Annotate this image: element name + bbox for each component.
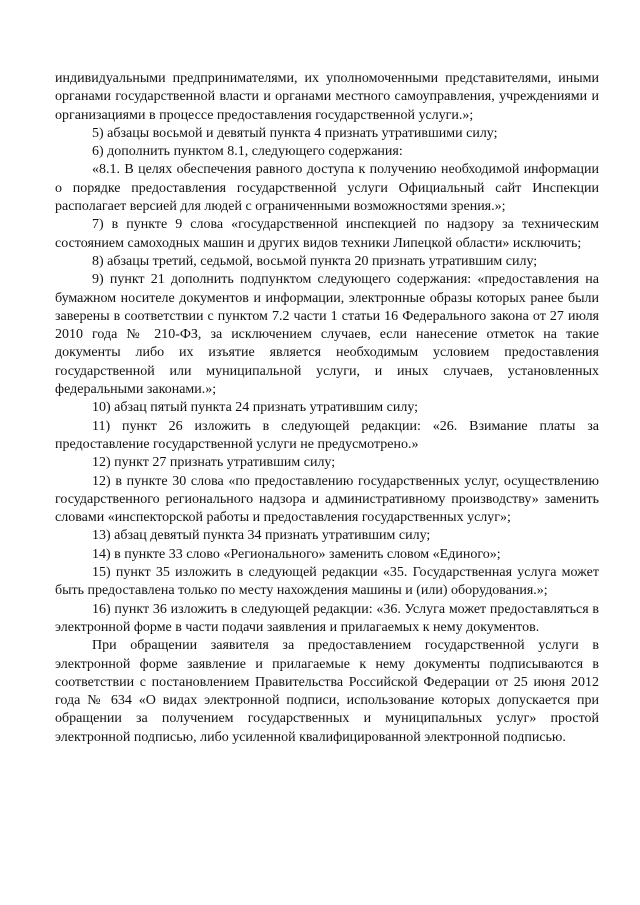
paragraph-item-14: 14) в пункте 33 слово «Регионального» заменить словом «Единого»;	[92, 546, 501, 562]
document-page	[55, 70, 599, 747]
paragraph-item-16: 16) пункт 36 изложить в следующей редакции: «36. Услуга может предоставляться в электронной форме в части подачи заявления и прилагаемых к нему документов.	[55, 601, 599, 635]
paragraph-item-5: 5) абзацы восьмой и девятый пункта 4 признать утратившими силу;	[92, 125, 498, 141]
paragraph-item-15: 15) пункт 35 изложить в следующей редакции «35. Государственная услуга может быть предоставлена только по месту нахождения машины и (или) оборудования.»;	[55, 565, 599, 599]
paragraph-item-9: 9) пункт 21 дополнить подпунктом следующего содержания: «предоставления на бумажном носителе документов и информации, электронные образы которых ранее были заверены в соответствии с пунктом 7.2 части 1 статьи 16 Федерального закона от 27 июля 2010 года № 210-ФЗ, за исключением случаев, если нанесение отметок на такие документы либо их изъятие является необходимым условием предоставления государственной или муниципальной услуги, и иных случаев, установленных федеральными законами.»;	[55, 272, 599, 398]
paragraph-item-7: 7) в пункте 9 слова «государственной инспекцией по надзору за техническим состоянием самоходных машин и других видов техники Липецкой области» исключить;	[55, 217, 599, 251]
paragraph-item-13: 13) абзац девятый пункта 34 признать утратившим силу;	[92, 528, 431, 544]
paragraph-item-11: 11) пункт 26 изложить в следующей редакции: «26. Взимание платы за предоставление государственной услуги не предусмотрено.»	[55, 418, 599, 452]
paragraph-electronic-form: При обращении заявителя за предоставлением государственной услуги в электронной форме заявление и прилагаемые к нему документы подписываются в соответствии с постановлением Правительства Российской Федерации от 25 июня 2012 года № 634 «О видах электронной подписи, использование которых допускается при обращении за получением государственных и муниципальных услуг» простой электронной подписью, либо усиленной квалифицированной электронной подписью.	[55, 638, 599, 745]
paragraph-item-8: 8) абзацы третий, седьмой, восьмой пункта 20 признать утратившим силу;	[92, 253, 538, 269]
paragraph-item-12a: 12) пункт 27 признать утратившим силу;	[92, 455, 336, 471]
paragraph-item-10: 10) абзац пятый пункта 24 признать утратившим силу;	[92, 400, 419, 416]
paragraph-item-6: 6) дополнить пунктом 8.1, следующего содержания:	[92, 144, 403, 160]
paragraph-item-12b: 12) в пункте 30 слова «по предоставлению государственных услуг, осуществлению государственного регионального надзора и административному производству» заменить словами «инспекторской работы и предоставления государственных услуг»;	[55, 473, 599, 526]
paragraph-continuation: индивидуальными предпринимателями, их уполномоченными представителями, иными органами государственной власти и органами местного самоуправления, учреждениями и организациями в процессе предоставления государственной услуги.»;	[55, 71, 599, 123]
paragraph-item-8-1-text: «8.1. В целях обеспечения равного доступа к получению необходимой информации о порядке предоставления государственной услуги Официальный сайт Инспекции располагает версией для людей с ограниченными возможностями зрения.»;	[55, 162, 599, 215]
